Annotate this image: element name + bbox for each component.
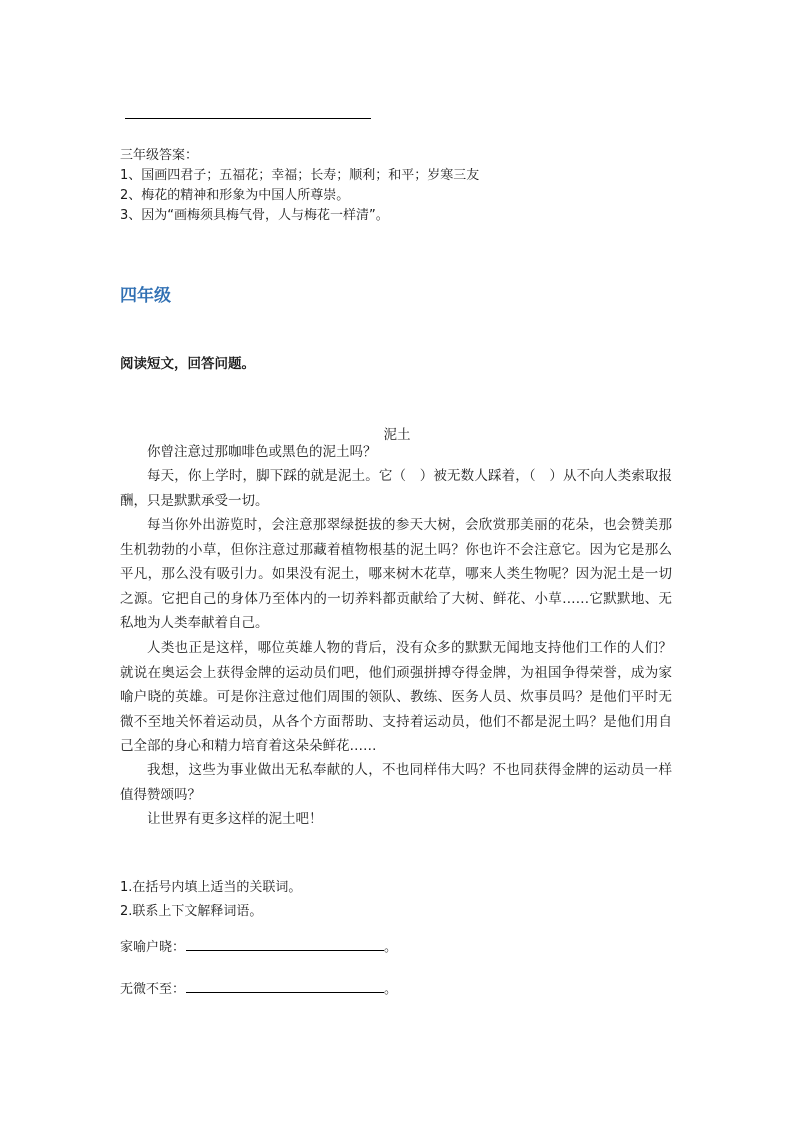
passage-paragraph: 人类也正是这样，哪位英雄人物的背后，没有众多的默默无闻地支持他们工作的人们？就说在奥运会上获得金牌的运动员们吧，他们顽强拼搏夺得金牌，为祖国争得荣誉，成为家喻户晓的英雄。可是你注意过他们周围的领队、教练、医务人员、炊事员吗？是他们平时无微不至地关怀着运动员，从各个方面帮助、支持着运动员，他们不都是泥土吗？是他们用自己全部的身心和精力培育着这朵朵鲜花…… <box>120 640 672 754</box>
fill-end-mark: 。 <box>384 940 398 955</box>
fill-label: 无微不至： <box>120 982 186 997</box>
answer-blank[interactable] <box>186 978 384 993</box>
passage-paragraph: 你曾注意过那咖啡色或黑色的泥土吗？ <box>147 444 377 460</box>
question-1: 1.在括号内填上适当的关联词。 <box>120 880 302 895</box>
passage-paragraph: 我想，这些为事业做出无私奉献的人，不也同样伟大吗？不也同获得金牌的运动员一样值得赞颂吗？ <box>120 762 672 803</box>
fill-end-mark: 。 <box>384 982 398 997</box>
answer-blank[interactable] <box>186 936 384 951</box>
top-divider-line <box>125 118 371 119</box>
grade3-answer-1: 1、国画四君子；五福花；幸福；长寿；顺利；和平；岁寒三友 <box>120 168 480 183</box>
grade3-answer-heading: 三年级答案： <box>120 148 199 163</box>
fill-row-wuweibuzhi <box>120 978 397 1000</box>
passage-paragraph: 让世界有更多这样的泥土吧！ <box>147 811 323 827</box>
fill-row-jiayuhuxiao <box>120 936 397 958</box>
question-2: 2.联系上下文解释词语。 <box>120 904 263 919</box>
passage-title: 泥土 <box>383 427 411 443</box>
reading-prompt: 阅读短文，回答问题。 <box>120 356 255 372</box>
grade3-answer-2: 2、梅花的精神和形象为中国人所尊崇。 <box>120 188 350 203</box>
grade4-heading: 四年级 <box>120 286 171 306</box>
grade3-answer-3: 3、因为“画梅须具梅气骨，人与梅花一样清”。 <box>120 208 389 223</box>
fill-label: 家喻户晓： <box>120 940 186 955</box>
passage-paragraph: 每当你外出游览时，会注意那翠绿挺拔的参天大树，会欣赏那美丽的花朵，也会赞美那生机勃勃的小草，但你注意过那藏着植物根基的泥土吗？你也许不会注意它。因为它是那么平凡，那么没有吸引力。如果没有泥土，哪来树木花草，哪来人类生物呢？因为泥土是一切之源。它把自己的身体乃至体内的一切养料都贡献给了大树、鲜花、小草……它默默地、无私地为人类奉献着自己。 <box>120 517 672 631</box>
passage-paragraph: 每天，你上学时，脚下踩的就是泥土。它（ ）被无数人踩着，（ ）从不向人类索取报酬，只是默默承受一切。 <box>120 468 672 509</box>
